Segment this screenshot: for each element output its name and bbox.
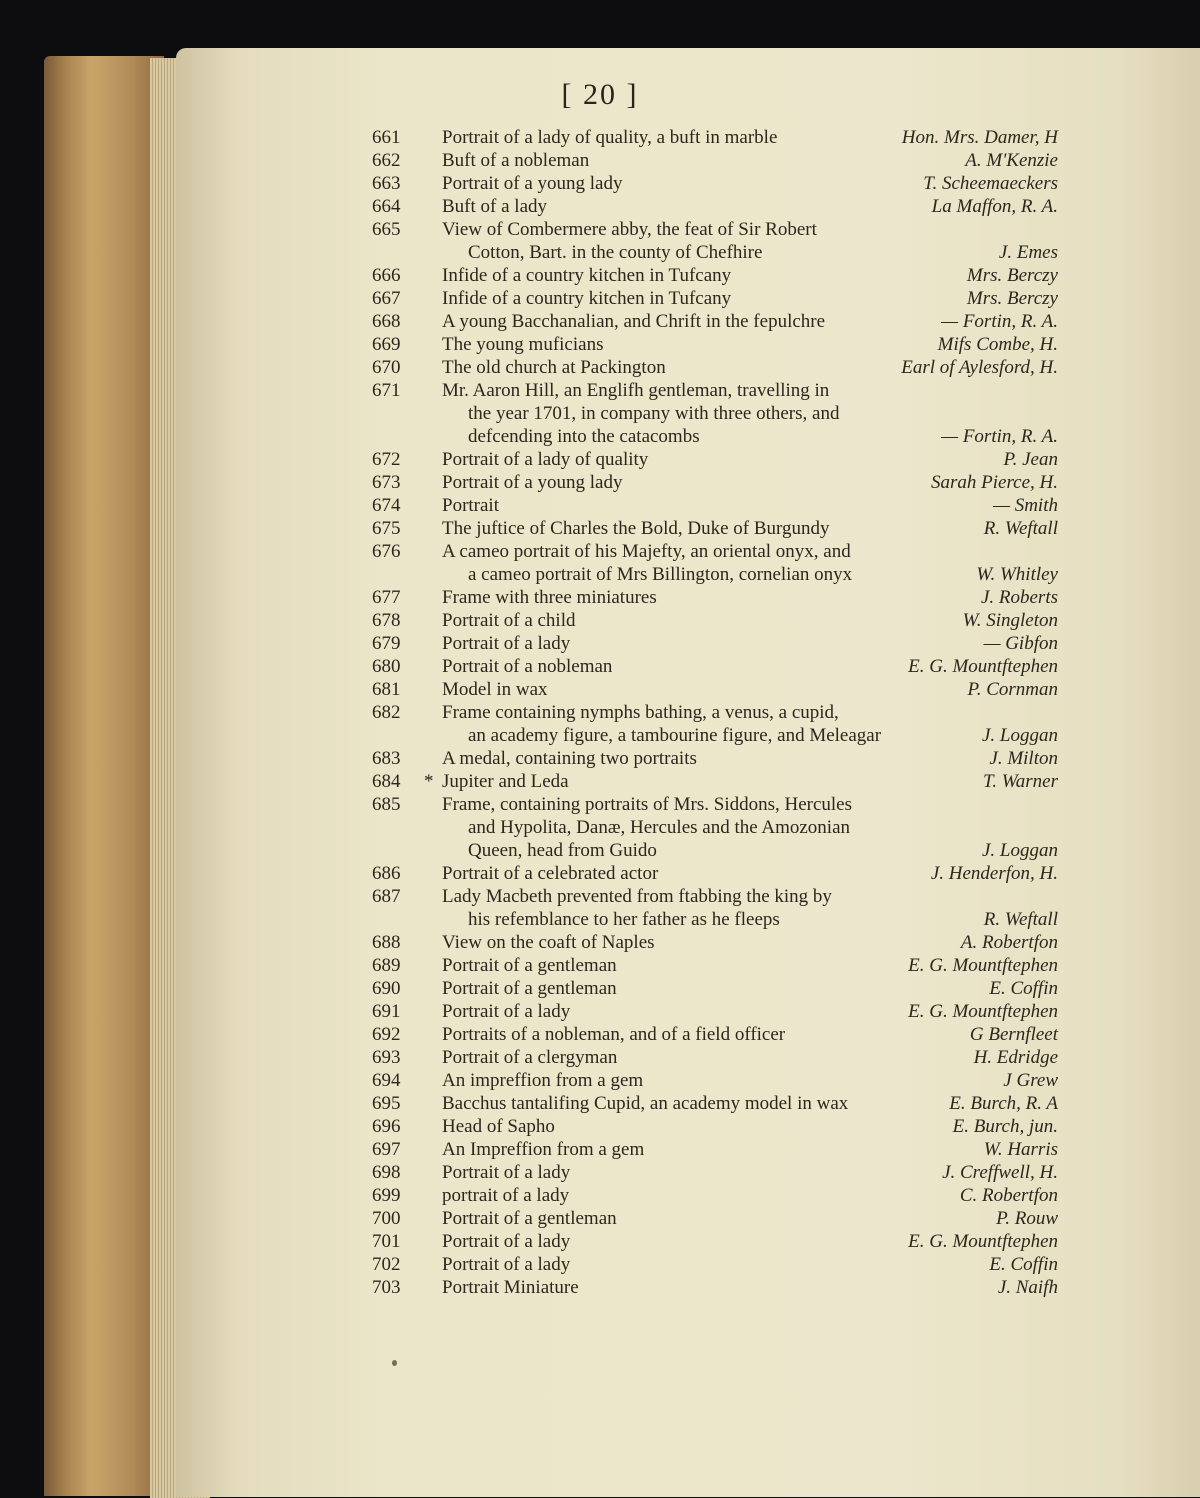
entry-number: 698 <box>372 1162 401 1183</box>
entry-artist: Earl of Aylesford, H. <box>901 357 1058 378</box>
catalogue-entry-line <box>0 218 1200 241</box>
catalogue-entry-line <box>0 149 1200 172</box>
catalogue-entry-line <box>0 1138 1200 1161</box>
catalogue-entry-line <box>0 655 1200 678</box>
entry-number: 686 <box>372 863 401 884</box>
entry-number: 663 <box>372 173 401 194</box>
catalogue-entry-line <box>0 1115 1200 1138</box>
catalogue-entry-line <box>0 724 1200 747</box>
entry-title: and Hypolita, Danæ, Hercules and the Amozonian <box>468 817 851 838</box>
catalogue-entry-line <box>0 448 1200 471</box>
entry-number: 688 <box>372 932 401 953</box>
entry-title: Portrait of a gentleman <box>442 955 617 976</box>
catalogue-entry-line <box>0 1161 1200 1184</box>
entry-number: 697 <box>372 1139 401 1160</box>
entry-title: Queen, head from Guido <box>468 840 657 861</box>
entry-artist: — Gibfon <box>983 633 1058 654</box>
entry-title: Portraits of a nobleman, and of a field officer <box>442 1024 786 1045</box>
entry-artist: La Maffon, R. A. <box>931 196 1058 217</box>
catalogue-entry-line <box>0 126 1200 149</box>
entry-title: Head of Sapho <box>442 1116 555 1137</box>
catalogue-entry-line <box>0 563 1200 586</box>
entry-title: Portrait of a lady <box>442 1162 571 1183</box>
entry-title: his refemblance to her father as he fleeps <box>468 909 780 930</box>
entry-artist: J. Naifh <box>997 1277 1058 1298</box>
catalogue-entry-line <box>0 862 1200 885</box>
entry-title: An impreffion from a gem <box>442 1070 644 1091</box>
catalogue-entry-line <box>0 931 1200 954</box>
entry-artist: R. Weftall <box>983 518 1058 539</box>
entry-artist: J Grew <box>1003 1070 1058 1091</box>
entry-artist: T. Warner <box>983 771 1058 792</box>
entry-title: the year 1701, in company with three others, and <box>468 403 840 424</box>
entry-title: Infide of a country kitchen in Tufcany <box>442 265 732 286</box>
entry-number: 671 <box>372 380 401 401</box>
entry-number: 678 <box>372 610 401 631</box>
entry-number: 674 <box>372 495 401 516</box>
entry-title: Frame, containing portraits of Mrs. Siddons, Hercules <box>442 794 853 815</box>
entry-artist: E. G. Mountftephen <box>908 1231 1058 1252</box>
entry-number: 702 <box>372 1254 401 1275</box>
catalogue-entry-line <box>0 1046 1200 1069</box>
entry-title: Portrait of a lady <box>442 1254 571 1275</box>
catalogue-entry-line <box>0 494 1200 517</box>
catalogue-entry-line <box>0 287 1200 310</box>
entry-number: 701 <box>372 1231 401 1252</box>
entry-artist: W. Harris <box>983 1139 1058 1160</box>
entry-number: 685 <box>372 794 401 815</box>
entry-title: The old church at Packington <box>442 357 666 378</box>
entry-number: 703 <box>372 1277 401 1298</box>
catalogue-entry-line <box>0 701 1200 724</box>
entry-title: Portrait of a gentleman <box>442 978 617 999</box>
catalogue-entry-line <box>0 1023 1200 1046</box>
entry-artist: E. G. Mountftephen <box>908 955 1058 976</box>
entry-artist: A. Robertfon <box>960 932 1058 953</box>
entry-number: 683 <box>372 748 401 769</box>
entry-title: Portrait of a child <box>442 610 576 631</box>
catalogue-entry-line <box>0 379 1200 402</box>
entry-title: Portrait of a lady <box>442 633 571 654</box>
entry-title: Cotton, Bart. in the county of Chefhire <box>468 242 763 263</box>
entry-artist: J. Creffwell, H. <box>942 1162 1058 1183</box>
catalogue-entry-line <box>0 264 1200 287</box>
entry-artist: J. Emes <box>998 242 1058 263</box>
catalogue-entry-line <box>0 241 1200 264</box>
catalogue-entry-line <box>0 1092 1200 1115</box>
entry-number: 661 <box>372 127 401 148</box>
catalogue-entry-line <box>0 1069 1200 1092</box>
entry-number: 672 <box>372 449 401 470</box>
catalogue-entries <box>0 126 1200 1299</box>
catalogue-entry-line <box>0 517 1200 540</box>
entry-artist: J. Loggan <box>982 840 1058 861</box>
entry-number: 680 <box>372 656 401 677</box>
catalogue-entry-line <box>0 471 1200 494</box>
catalogue-entry-line <box>0 609 1200 632</box>
entry-number: 687 <box>372 886 401 907</box>
catalogue-entry-line <box>0 540 1200 563</box>
entry-artist: C. Robertfon <box>959 1185 1058 1206</box>
entry-number: 695 <box>372 1093 401 1114</box>
paper-speck <box>392 1360 397 1366</box>
catalogue-entry-line <box>0 195 1200 218</box>
entry-title: Buft of a nobleman <box>442 150 590 171</box>
entry-artist: E. G. Mountftephen <box>908 1001 1058 1022</box>
entry-title: Portrait of a young lady <box>442 173 623 194</box>
entry-title: Lady Macbeth prevented from ftabbing the king by <box>442 886 832 907</box>
entry-number: 690 <box>372 978 401 999</box>
catalogue-entry-line <box>0 356 1200 379</box>
entry-artist: Mrs. Berczy <box>966 265 1058 286</box>
entry-title: Portrait of a young lady <box>442 472 623 493</box>
catalogue-entry-line <box>0 839 1200 862</box>
entry-artist: E. Burch, R. A <box>949 1093 1058 1114</box>
entry-title: a cameo portrait of Mrs Billington, cornelian onyx <box>468 564 853 585</box>
catalogue-entry-line <box>0 908 1200 931</box>
entry-artist: P. Cornman <box>967 679 1058 700</box>
entry-number: 682 <box>372 702 401 723</box>
entry-artist: Sarah Pierce, H. <box>931 472 1058 493</box>
entry-artist: E. Coffin <box>989 1254 1058 1275</box>
entry-number: 692 <box>372 1024 401 1045</box>
catalogue-entry-line <box>0 402 1200 425</box>
entry-title: Model in wax <box>442 679 548 700</box>
entry-title: An Impreffion from a gem <box>442 1139 645 1160</box>
entry-artist: J. Roberts <box>980 587 1058 608</box>
entry-number: 700 <box>372 1208 401 1229</box>
entry-number: 693 <box>372 1047 401 1068</box>
entry-artist: R. Weftall <box>983 909 1058 930</box>
entry-artist: J. Milton <box>989 748 1058 769</box>
catalogue-entry-line <box>0 770 1200 793</box>
entry-title: Portrait of a nobleman <box>442 656 613 677</box>
catalogue-entry-line <box>0 1230 1200 1253</box>
entry-title: portrait of a lady <box>442 1185 570 1206</box>
entry-title: A cameo portrait of his Majefty, an oriental onyx, and <box>442 541 851 562</box>
entry-number: 694 <box>372 1070 401 1091</box>
catalogue-entry-line <box>0 172 1200 195</box>
catalogue-entry-line <box>0 1184 1200 1207</box>
entry-title: Portrait Miniature <box>442 1277 579 1298</box>
entry-title: Portrait of a gentleman <box>442 1208 617 1229</box>
catalogue-entry-line <box>0 333 1200 356</box>
entry-artist: E. Burch, jun. <box>952 1116 1058 1137</box>
catalogue-entry-line <box>0 954 1200 977</box>
entry-artist: G Bernfleet <box>969 1024 1058 1045</box>
catalogue-entry-line <box>0 678 1200 701</box>
entry-artist: Mrs. Berczy <box>966 288 1058 309</box>
entry-title: Portrait of a lady of quality <box>442 449 649 470</box>
entry-title: Jupiter and Leda <box>442 771 569 792</box>
entry-title: Frame with three miniatures <box>442 587 657 608</box>
entry-number: 665 <box>372 219 401 240</box>
entry-artist: A. M'Kenzie <box>965 150 1058 171</box>
entry-artist: E. G. Mountftephen <box>908 656 1058 677</box>
entry-star-mark: * <box>424 771 434 792</box>
entry-title: Bacchus tantalifing Cupid, an academy model in wax <box>442 1093 849 1114</box>
entry-title: Infide of a country kitchen in Tufcany <box>442 288 732 309</box>
entry-artist: W. Singleton <box>962 610 1058 631</box>
entry-artist: J. Henderfon, H. <box>930 863 1058 884</box>
entry-number: 670 <box>372 357 401 378</box>
entry-number: 699 <box>372 1185 401 1206</box>
entry-number: 669 <box>372 334 401 355</box>
entry-number: 675 <box>372 518 401 539</box>
entry-number: 673 <box>372 472 401 493</box>
entry-number: 681 <box>372 679 401 700</box>
entry-artist: Mifs Combe, H. <box>937 334 1058 355</box>
entry-number: 689 <box>372 955 401 976</box>
entry-title: an academy figure, a tambourine figure, and Meleagar <box>468 725 882 746</box>
entry-number: 664 <box>372 196 401 217</box>
catalogue-entry-line <box>0 425 1200 448</box>
entry-title: Mr. Aaron Hill, an Englifh gentleman, travelling in <box>442 380 830 401</box>
entry-number: 676 <box>372 541 401 562</box>
entry-artist: — Smith <box>993 495 1058 516</box>
entry-title: defcending into the catacombs <box>468 426 700 447</box>
entry-number: 668 <box>372 311 401 332</box>
entry-artist: T. Scheemaeckers <box>923 173 1058 194</box>
entry-number: 662 <box>372 150 401 171</box>
catalogue-entry-line <box>0 793 1200 816</box>
entry-artist: Hon. Mrs. Damer, H <box>901 127 1058 148</box>
entry-artist: E. Coffin <box>989 978 1058 999</box>
catalogue-entry-line <box>0 816 1200 839</box>
entry-title: Portrait of a lady <box>442 1231 571 1252</box>
entry-title: Portrait of a lady <box>442 1001 571 1022</box>
entry-artist: — Fortin, R. A. <box>941 426 1058 447</box>
entry-title: A medal, containing two portraits <box>442 748 697 769</box>
entry-number: 667 <box>372 288 401 309</box>
entry-title: View on the coaft of Naples <box>442 932 655 953</box>
catalogue-entry-line <box>0 1253 1200 1276</box>
catalogue-entry-line <box>0 310 1200 333</box>
entry-number: 677 <box>372 587 401 608</box>
entry-title: Portrait <box>442 495 499 516</box>
entry-title: Portrait of a clergyman <box>442 1047 618 1068</box>
entry-title: The young muficians <box>442 334 604 355</box>
catalogue-entry-line <box>0 632 1200 655</box>
entry-artist: — Fortin, R. A. <box>941 311 1058 332</box>
entry-number: 684 <box>372 771 401 792</box>
entry-title: View of Combermere abby, the feat of Sir Robert <box>442 219 817 240</box>
entry-number: 666 <box>372 265 401 286</box>
entry-number: 691 <box>372 1001 401 1022</box>
page-number-header: [ 20 ] <box>561 78 639 111</box>
catalogue-entry-line <box>0 885 1200 908</box>
entry-title: Portrait of a lady of quality, a buft in marble <box>442 127 778 148</box>
entry-artist: P. Rouw <box>996 1208 1058 1229</box>
catalogue-entry-line <box>0 586 1200 609</box>
catalogue-entry-line <box>0 1207 1200 1230</box>
entry-artist: H. Edridge <box>973 1047 1058 1068</box>
entry-artist: W. Whitley <box>976 564 1058 585</box>
entry-title: Portrait of a celebrated actor <box>442 863 659 884</box>
entry-artist: P. Jean <box>1003 449 1058 470</box>
entry-title: A young Bacchanalian, and Chrift in the fepulchre <box>442 311 826 332</box>
entry-title: Frame containing nymphs bathing, a venus, a cupid, <box>442 702 839 723</box>
catalogue-entry-line <box>0 747 1200 770</box>
entry-number: 696 <box>372 1116 401 1137</box>
entry-title: Buft of a lady <box>442 196 548 217</box>
entry-title: The juftice of Charles the Bold, Duke of Burgundy <box>442 518 830 539</box>
entry-number: 679 <box>372 633 401 654</box>
catalogue-entry-line <box>0 1000 1200 1023</box>
entry-artist: J. Loggan <box>982 725 1058 746</box>
catalogue-entry-line <box>0 1276 1200 1299</box>
catalogue-entry-line <box>0 977 1200 1000</box>
